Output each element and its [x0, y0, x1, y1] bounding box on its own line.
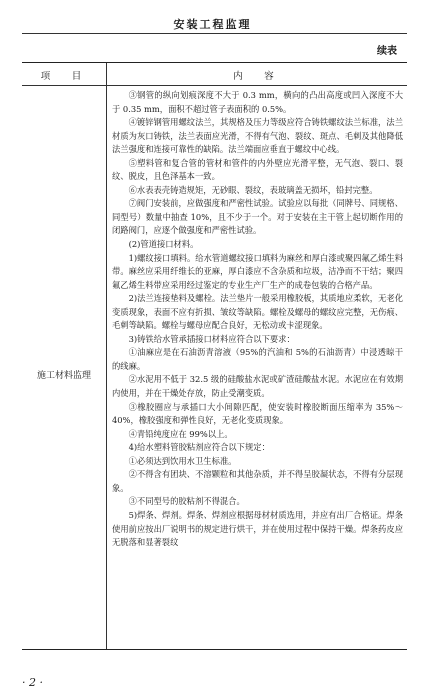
content-paragraph: ①必须达到饮用水卫生标准。 — [128, 455, 237, 466]
content-paragraph: (2)管道接口材料。 — [128, 239, 199, 250]
content-paragraph: 2)法兰连接垫料及螺栓。法兰垫片一般采用橡胶板，其质地应柔软，无老化变质现象，表面不应有折损、皱纹等缺陷。螺栓及螺母的螺纹应完整，无伤痕、毛刺等缺陷。螺栓与螺母应配合良好，无松动或卡涩现象。 — [112, 293, 403, 331]
content-paragraph: ④镀锌钢管用螺纹法兰，其规格及压力等级应符合铸铁螺纹法兰标准，法兰材质为灰口铸铁，法兰表面应光滑，不得有气泡、裂纹、斑点、毛刺及其他降低法兰强度和连接可靠性的缺陷。法兰端面应垂直于螺纹中心线。 — [112, 117, 403, 155]
item-label: 施工材料监理 — [36, 371, 91, 381]
column-header-item: 项 目 — [40, 71, 88, 82]
content-table — [22, 62, 407, 650]
content-paragraph: ⑦阀门安装前，应做强度和严密性试验。试验应以每批（同牌号、同规格、同型号）数量中抽查 10%，且不少于一个。对于安装在主干管上起切断作用的闭路阀门，应逐个做强度和严密性试验。 — [112, 198, 403, 236]
content-paragraph: 1)螺纹接口填料。给水管道螺纹接口填料为麻丝和厚白漆或聚四氟乙烯生料带。麻丝应采用纤维长的亚麻，厚白漆应不含杂质和垃圾，洁净而不干结；聚四氟乙烯生料带应采用经过鉴定的专业生产厂生产的成卷包装的合格产品。 — [112, 252, 403, 290]
column-divider — [106, 63, 107, 649]
content-paragraph: ⑥水表表壳铸造规矩，无砂眼、裂纹，表玻璃盖无损坏，铅封完整。 — [128, 184, 378, 195]
content-paragraph: ②不得含有团块、不溶颗粒和其他杂质，并不得呈胶凝状态，不得有分层现象。 — [112, 469, 403, 493]
content-cell — [112, 89, 403, 550]
content-paragraph: ⑤塑料管和复合管的管材和管件的内外壁应光滑平整，无气泡、裂口、裂纹、脱皮，且色泽基本一致。 — [112, 157, 403, 182]
content-paragraph: ④青铅纯度应在 99%以上。 — [128, 428, 233, 439]
content-paragraph: ③橡胶圈应与承插口大小间隙匹配，使安装时橡胶断面压缩率为 35%～40%，橡胶强度和弹性良好，无老化变质现象。 — [112, 401, 403, 426]
continued-label: 续表 — [377, 46, 397, 57]
column-header-content: 内 容 — [233, 71, 280, 82]
table-header-row — [22, 63, 407, 86]
running-header-title: 安装工程监理 — [173, 18, 252, 31]
content-paragraph: ②水泥用不低于 32.5 级的硅酸盐水泥或矿渣硅酸盐水泥。水泥应在有效期内使用，并在干燥处存放，防止受潮变质。 — [112, 374, 403, 399]
content-paragraph: 3)铸铁给水管承插接口材料应符合以下要求： — [128, 333, 295, 344]
content-paragraph: 5)焊条、焊剂。焊条、焊剂应根据母材材质选用，并应有出厂合格证。焊条使用前应按出厂说明书的规定进行烘干，并在使用过程中保持干燥。焊条药皮应无脱落和显著裂纹 — [112, 509, 403, 548]
content-paragraph: 4)给水塑料管胶粘剂应符合以下规定： — [128, 442, 270, 453]
header-rule — [22, 33, 407, 34]
content-paragraph: ③钢管的纵向划痕深度不大于 0.3 mm，横向的凸出高度或凹入深度不大于 0.35 mm，面积不超过管子表面积的 0.5%。 — [112, 90, 403, 114]
content-paragraph: ①油麻应是在石油沥青溶液（95%的汽油和 5%的石油沥青）中浸透晾干的线麻。 — [112, 347, 403, 371]
content-paragraph: ③不同型号的胶粘剂不得混合。 — [128, 496, 245, 507]
page-number: · 2 · — [22, 676, 43, 689]
